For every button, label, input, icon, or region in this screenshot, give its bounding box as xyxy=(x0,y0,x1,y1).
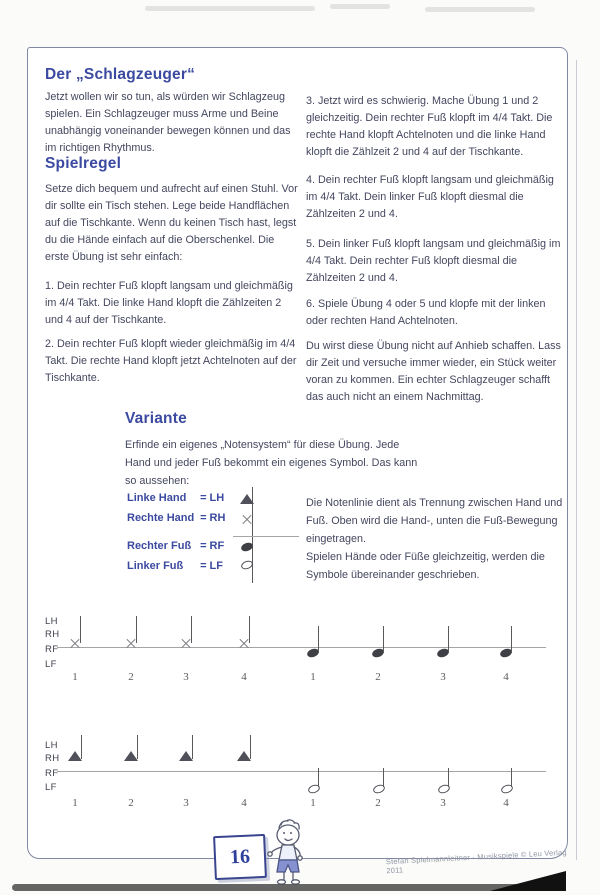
page-number: 16 xyxy=(229,845,251,868)
beat-number: 2 xyxy=(128,671,134,683)
notenlinie-explanation-1: Die Notenlinie dient als Trennung zwischen Hand und Fuß. Oben wird die Hand-, unten die Fuß-Bewegung eingetragen. xyxy=(306,497,563,545)
beat-number: 1 xyxy=(310,671,316,683)
exercise-item-4: 4. Dein rechter Fuß klopft langsam und gleichmäßig im 4/4 Takt. Dein linker Fuß klopft diesmal die Zählzeiten 2 und 4. xyxy=(306,174,554,220)
beat-number: 1 xyxy=(72,797,78,809)
legend-abbr: = RH xyxy=(200,512,226,524)
legend-abbr: = LH xyxy=(200,492,225,504)
note-stem xyxy=(448,768,449,787)
variante-heading: Variante xyxy=(125,410,187,427)
beat-number: 3 xyxy=(183,797,189,809)
legend-label: Rechte Hand xyxy=(127,512,195,524)
note-stem xyxy=(250,735,251,759)
page-title: Der „Schlagzeuger“ xyxy=(45,66,196,83)
note-stem xyxy=(137,735,138,759)
staff-row-label-RH: RH xyxy=(45,629,60,640)
beat-number: 3 xyxy=(440,797,446,809)
cross-note xyxy=(70,638,80,648)
scan-smudge xyxy=(425,7,535,12)
staff-row-label-RF: RF xyxy=(45,768,59,779)
legend-row-rechter-fuss xyxy=(127,540,224,552)
intro-paragraph: Jetzt wollen wir so tun, als würden wir Schlagzeug spielen. Ein Schlagzeuger muss Arme und Beine unabhängig voneinander bewegen können und das im richtigen Rhythmus. xyxy=(45,91,291,154)
legend-row-rechte-hand xyxy=(127,512,225,524)
legend-label: Rechter Fuß xyxy=(127,540,192,552)
beat-number: 4 xyxy=(503,797,509,809)
staff-line xyxy=(57,771,546,772)
note-stem xyxy=(318,626,319,653)
beat-number: 3 xyxy=(183,671,189,683)
spielregel-paragraph: Setze dich bequem und aufrecht auf einen Stuhl. Vor dir sollte ein Tisch stehen. Lege beide Handflächen auf die Tischkante. Wenn du keinen Tisch hast, legst du die Hände einfach auf die Oberschenkel. Die erste Übung ist sehr einfach: xyxy=(45,183,298,263)
exercise-item-2: 2. Dein rechter Fuß klopft wieder gleichmäßig im 4/4 Takt. Die rechte Hand klopft jetzt Achtelnoten auf der Tischkante. xyxy=(45,338,297,384)
mascot-boy-illustration xyxy=(255,818,319,888)
beat-number: 3 xyxy=(440,671,446,683)
note-stem xyxy=(80,616,81,643)
staff-row-label-LF: LF xyxy=(45,659,57,670)
beat-number: 1 xyxy=(72,671,78,683)
beat-number: 2 xyxy=(375,671,381,683)
staff-row-label-RF: RF xyxy=(45,644,59,655)
exercise-item-5: 5. Dein linker Fuß klopft langsam und gleichmäßig im 4/4 Takt. Dein rechter Fuß klopft diesmal die Zählzeiten 2 und 4. xyxy=(306,238,561,284)
legend-label: Linker Fuß xyxy=(127,560,184,572)
note-divider-line xyxy=(233,536,299,537)
beat-number: 2 xyxy=(375,797,381,809)
legend-abbr: = RF xyxy=(200,540,225,552)
staff-row-label-LF: LF xyxy=(45,782,57,793)
scan-shadow-bar xyxy=(12,884,552,891)
scan-smudge xyxy=(145,6,315,11)
note-stem xyxy=(318,768,319,787)
cross-note xyxy=(126,638,136,648)
beat-number: 2 xyxy=(128,797,134,809)
note-stem xyxy=(81,735,82,759)
cross-note xyxy=(239,638,249,648)
legend-row-linke-hand xyxy=(127,492,224,504)
credit-line: Stefan Spielmannleitner · Musikspiele © Leu Verlag 2011 xyxy=(385,847,567,876)
exercise-item-1: 1. Dein rechter Fuß klopft langsam und gleichmäßig im 4/4 Takt. Die linke Hand klopft die Zählzeiten 2 und 4 auf der Tischkante. xyxy=(45,280,293,326)
note-stem xyxy=(136,616,137,643)
staff-row-label-RH: RH xyxy=(45,753,60,764)
exercise-item-6: 6. Spiele Übung 4 oder 5 und klopfe mit der linken oder rechten Hand Achtelnoten. xyxy=(306,298,546,327)
legend-label: Linke Hand xyxy=(127,492,187,504)
note-stem xyxy=(191,616,192,643)
note-stem xyxy=(511,768,512,787)
note-stem xyxy=(383,626,384,653)
spielregel-heading: Spielregel xyxy=(45,155,122,172)
beat-number: 4 xyxy=(503,671,509,683)
legend-abbr: = LF xyxy=(200,560,223,572)
beat-number: 4 xyxy=(241,797,247,809)
scan-smudge xyxy=(330,4,390,9)
closing-paragraph: Du wirst diese Übung nicht auf Anhieb schaffen. Lass dir Zeit und versuche immer wieder, ein Stück weiter voran zu kommen. Ein echter Schlagzeuger schafft das auch nicht an einem Nachmittag. xyxy=(306,340,561,403)
triangle-note-icon xyxy=(240,494,254,504)
cross-note xyxy=(181,638,191,648)
staff-row-label-LH: LH xyxy=(45,740,58,751)
note-stem xyxy=(383,768,384,787)
exercise-item-3: 3. Jetzt wird es schwierig. Mache Übung 1 und 2 gleichzeitig. Dein rechter Fuß klopft im 4/4 Takt. Die rechte Hand klopft Achtelnoten und die linke Hand klopft die Zählzeit 2 und 4 auf der Tischkante. xyxy=(306,95,553,158)
note-stem xyxy=(448,626,449,653)
beat-number: 1 xyxy=(310,797,316,809)
variante-paragraph: Erfinde ein eigenes „Notensystem“ für diese Übung. Jede Hand und jeder Fuß bekommt ein eigenes Symbol. Das kann so aussehen: xyxy=(125,439,418,487)
legend-row-linker-fuss xyxy=(127,560,223,572)
notenlinie-explanation-2: Spielen Hände oder Füße gleichzeitig, werden die Symbole übereinander geschrieben. xyxy=(306,551,545,581)
note-stem xyxy=(192,735,193,759)
beat-number: 4 xyxy=(241,671,247,683)
note-stem xyxy=(249,616,250,643)
scan-edge-line xyxy=(576,60,577,860)
note-stem xyxy=(511,626,512,653)
cross-note-icon xyxy=(242,514,252,524)
staff-row-label-LH: LH xyxy=(45,616,58,627)
